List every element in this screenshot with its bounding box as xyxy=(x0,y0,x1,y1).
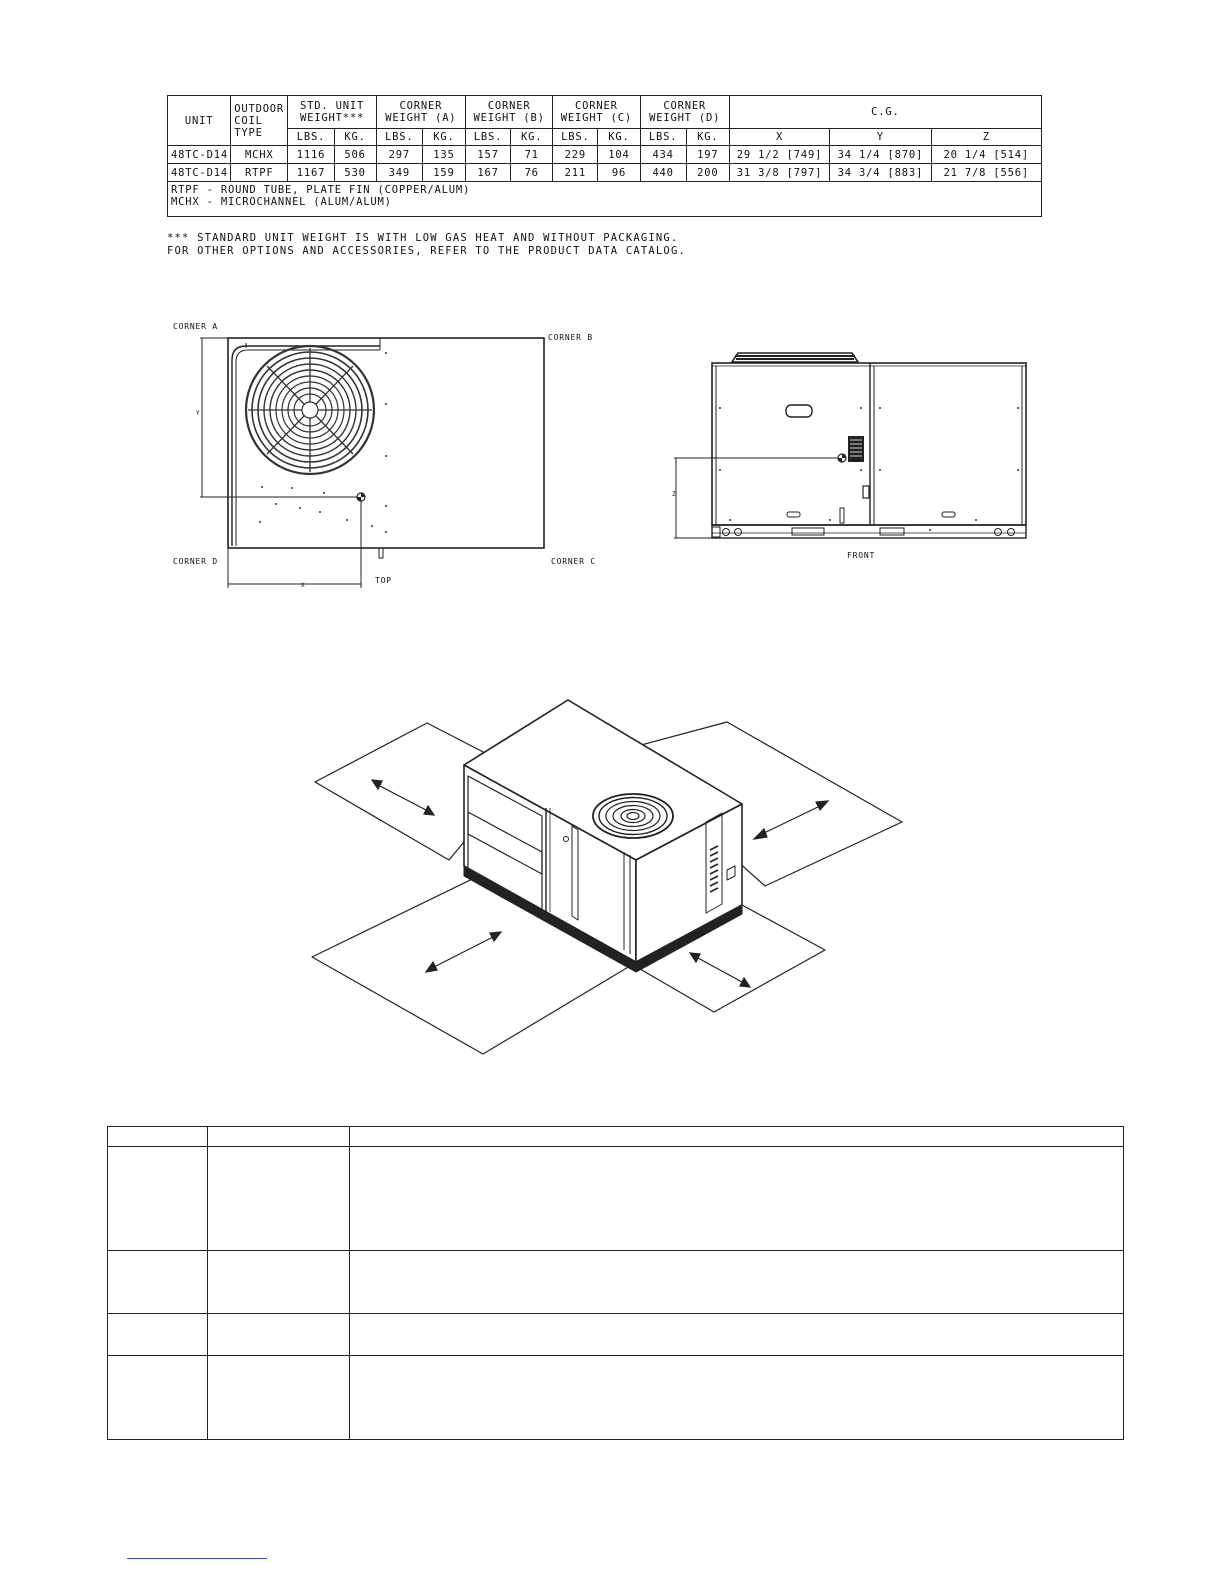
cell-b-lbs: 167 xyxy=(465,164,510,182)
dimension-z-label: Z xyxy=(672,491,677,498)
cell-std-kg: 530 xyxy=(334,164,376,182)
subheader-kg: KG. xyxy=(422,129,465,146)
corner-b-label: CORNER B xyxy=(548,333,593,342)
corner-c-label: CORNER C xyxy=(551,557,596,566)
table-cell xyxy=(208,1251,350,1314)
table-row xyxy=(108,1251,1124,1314)
header-corner-weight-a: CORNER WEIGHT (A) xyxy=(376,96,465,129)
header-cg: C.G. xyxy=(729,96,1041,129)
center-of-gravity-icon xyxy=(357,493,365,501)
cell-d-kg: 197 xyxy=(686,146,729,164)
cell-std-kg: 506 xyxy=(334,146,376,164)
table-row xyxy=(168,164,1042,182)
subheader-y: Y xyxy=(830,129,931,146)
front-view-label: FRONT xyxy=(847,551,876,560)
cell-c-lbs: 229 xyxy=(553,146,598,164)
fan-grille-icon xyxy=(246,346,374,474)
subheader-lbs: LBS. xyxy=(640,129,686,146)
subheader-lbs: LBS. xyxy=(465,129,510,146)
table-cell xyxy=(208,1147,350,1251)
header-corner-weight-c: CORNER WEIGHT (C) xyxy=(553,96,640,129)
cell-std-lbs: 1167 xyxy=(288,164,334,182)
subheader-z: Z xyxy=(931,129,1041,146)
top-view-drawing xyxy=(160,315,610,590)
cell-b-kg: 76 xyxy=(511,164,553,182)
cell-coil: MCHX xyxy=(231,146,288,164)
cell-a-lbs: 349 xyxy=(376,164,422,182)
table-cell xyxy=(350,1356,1124,1440)
table-row xyxy=(168,146,1042,164)
table-row xyxy=(108,1314,1124,1356)
table-header-row xyxy=(108,1127,1124,1147)
table-cell xyxy=(208,1314,350,1356)
coil-type-legend: RTPF - ROUND TUBE, PLATE FIN (COPPER/ALUM) MCHX - MICROCHANNEL (ALUM/ALUM) xyxy=(168,182,1042,217)
header-outdoor-coil-type: OUTDOOR COIL TYPE xyxy=(231,96,288,146)
subheader-lbs: LBS. xyxy=(288,129,334,146)
subheader-kg: KG. xyxy=(334,129,376,146)
fan-guard-profile-icon xyxy=(732,353,858,362)
header-std-unit-weight: STD. UNIT WEIGHT*** xyxy=(288,96,376,129)
cell-cg-x: 31 3/8 [797] xyxy=(729,164,829,182)
cell-unit: 48TC-D14 xyxy=(168,164,231,182)
weight-footnotes: *** STANDARD UNIT WEIGHT IS WITH LOW GAS HEAT AND WITHOUT PACKAGING. FOR OTHER OPTIONS AND ACCESSORIES, REFER TO THE PRODUCT DATA CATALOG. xyxy=(167,232,686,257)
table-row xyxy=(108,1147,1124,1251)
table-cell xyxy=(108,1147,208,1251)
subheader-lbs: LBS. xyxy=(376,129,422,146)
front-view-drawing xyxy=(665,345,1040,570)
louver-panel-icon xyxy=(848,436,864,462)
cell-cg-y: 34 3/4 [883] xyxy=(830,164,931,182)
cell-unit: 48TC-D14 xyxy=(168,146,231,164)
footer-link-underline[interactable] xyxy=(127,1558,267,1559)
cell-a-kg: 135 xyxy=(422,146,465,164)
table-cell xyxy=(350,1147,1124,1251)
table-cell xyxy=(208,1356,350,1440)
subheader-kg: KG. xyxy=(598,129,640,146)
cell-a-kg: 159 xyxy=(422,164,465,182)
dimension-y-label: Y xyxy=(196,410,201,417)
table-cell xyxy=(108,1251,208,1314)
table-cell xyxy=(350,1127,1124,1147)
cell-cg-y: 34 1/4 [870] xyxy=(830,146,931,164)
cell-b-kg: 71 xyxy=(511,146,553,164)
center-of-gravity-icon xyxy=(838,454,846,462)
subheader-x: X xyxy=(729,129,829,146)
cell-cg-z: 20 1/4 [514] xyxy=(931,146,1041,164)
header-corner-weight-d: CORNER WEIGHT (D) xyxy=(640,96,729,129)
cell-c-lbs: 211 xyxy=(553,164,598,182)
header-unit: UNIT xyxy=(168,96,231,146)
cell-coil: RTPF xyxy=(231,164,288,182)
cell-cg-x: 29 1/2 [749] xyxy=(729,146,829,164)
cell-d-lbs: 434 xyxy=(640,146,686,164)
cell-c-kg: 96 xyxy=(598,164,640,182)
subheader-lbs: LBS. xyxy=(553,129,598,146)
top-view-label: TOP xyxy=(375,576,392,585)
cell-d-lbs: 440 xyxy=(640,164,686,182)
cell-d-kg: 200 xyxy=(686,164,729,182)
corner-weights-table xyxy=(167,95,1042,217)
clearance-isometric-drawing xyxy=(300,695,910,1060)
table-cell xyxy=(350,1314,1124,1356)
corner-a-label: CORNER A xyxy=(173,322,218,331)
table-cell xyxy=(108,1356,208,1440)
table-cell xyxy=(108,1127,208,1147)
cell-b-lbs: 157 xyxy=(465,146,510,164)
cell-cg-z: 21 7/8 [556] xyxy=(931,164,1041,182)
header-corner-weight-b: CORNER WEIGHT (B) xyxy=(465,96,552,129)
table-cell xyxy=(208,1127,350,1147)
clearance-table xyxy=(107,1126,1124,1440)
corner-d-label: CORNER D xyxy=(173,557,218,566)
table-cell xyxy=(108,1314,208,1356)
subheader-kg: KG. xyxy=(511,129,553,146)
cell-c-kg: 104 xyxy=(598,146,640,164)
table-row xyxy=(108,1356,1124,1440)
subheader-kg: KG. xyxy=(686,129,729,146)
table-cell xyxy=(350,1251,1124,1314)
cell-std-lbs: 1116 xyxy=(288,146,334,164)
cell-a-lbs: 297 xyxy=(376,146,422,164)
dimension-x-label: X xyxy=(301,582,306,589)
